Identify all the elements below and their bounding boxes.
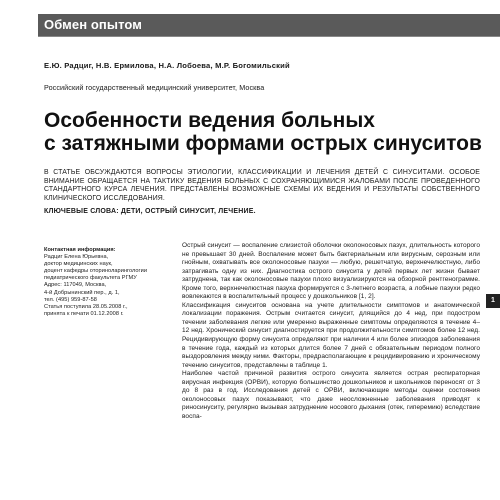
affiliation: Российский государственный медицинский университет, Москва — [44, 83, 265, 92]
authors: Е.Ю. Радциг, Н.В. Ермилова, Н.А. Лобоева, М.Р. Богомильский — [44, 61, 290, 70]
keywords: КЛЮЧЕВЫЕ СЛОВА: ДЕТИ, ОСТРЫЙ СИНУСИТ, ЛЕЧЕНИЕ. — [44, 208, 256, 215]
article-body — [182, 242, 480, 421]
contact-info — [44, 247, 174, 318]
title-line-2: с затяжными формами острых синуситов — [44, 132, 482, 155]
contact-line: доктор медицинских наук, — [44, 261, 113, 268]
contact-line: тел. (495) 959-87-58 — [44, 296, 97, 303]
contact-line: Адрес: 117049, Москва, — [44, 282, 107, 289]
section-label: Обмен опытом — [44, 17, 142, 32]
title-line-1: Особенности ведения больных — [44, 109, 375, 132]
contact-line: принята к печати 01.12.2008 г. — [44, 310, 124, 317]
page-number: 1 — [486, 294, 500, 308]
contact-line: Радциг Елена Юрьевна, — [44, 254, 109, 261]
body-paragraph: Классификация синуситов основана на учете длительности симптомов и анатомической локализации поражения. Острым считается синусит, длящийся до 4 нед, при подостром течении заболевания легкие или умеренно выраженные симптомы определяются в течение 4–12 нед. Хронический синусит диагностируется при продолжительности симптомов более 12 нед. Рецидивирующую форму синусита определяют при наличии 4 или более эпизодов заболевания в течение года, каждый из которых длится более 7 дней с обязательным периодом полного выздоровления между ними. Факторы, предрасполагающие к рецидивированию и хроническому течению синуситов, представлены в таблице 1. — [182, 301, 480, 369]
abstract: В СТАТЬЕ ОБСУЖДАЮТСЯ ВОПРОСЫ ЭТИОЛОГИИ, КЛАССИФИКАЦИИ И ЛЕЧЕНИЯ ДЕТЕЙ С СИНУСИТАМИ. ОСОБОЕ ВНИМАНИЕ ОБРАЩАЕТСЯ НА ТАКТИКУ ВЕДЕНИЯ БОЛЬНЫХ С СОХРАНЯЮЩИМИСЯ ЖАЛОБАМИ ПОСЛЕ ПРОВЕДЕННОГО СТАНДАРТНОГО КУРСА ЛЕЧЕНИЯ. ПРЕДСТАВЛЕНЫ ВОЗМОЖНЫЕ СХЕМЫ ИХ ВЕДЕНИЯ И РЕЗУЛЬТАТЫ СОБСТВЕННОГО КЛИНИЧЕСКОГО ИССЛЕДОВАНИЯ. — [44, 169, 480, 202]
contact-heading: Контактная информация: — [44, 247, 116, 253]
section-header — [38, 14, 500, 36]
body-paragraph: Острый синусит — воспаление слизистой оболочки околоносовых пазух, длительность которого не превышает 30 дней. Воспаление может быть бактериальным или вирусным, серозным или гнойным, охватывать все околоносовые пазухи — любую, решетчатую, верхнечелюстную, либо затрагивать одну из них. Диагностика острого синусита у детей первых лет жизни бывает затруднена, так как околоносовые пазухи плохо визуализируются на обзорной рентгенограмме. Кроме того, верхнечелюстная пазуха формируется с 3-летнего возраста, а лобные пазухи редко вовлекаются в воспалительный процесс у дошкольников [1, 2]. — [182, 242, 480, 301]
contact-line: Статья поступила 28.05.2008 г., — [44, 303, 128, 310]
header-divider — [38, 36, 500, 37]
body-paragraph: Наиболее частой причиной развития острого синусита является острая респираторная вирусная инфекция (ОРВИ), которую большинство дошкольников и школьников переносят от 3 до 8 раз в год. Исследования детей с ОРВИ, включающие методы оценки состояния околоносовых пазух показывают, что даже неосложненные заболевания приводят к риносинуситу, регулярно вызывая затруднение носового дыхания (отек, гиперемию) вследствие воспа- — [182, 370, 480, 420]
contact-line: 4-й Добрынинский пер., д. 1, — [44, 289, 120, 296]
article-title — [44, 109, 484, 155]
contact-line: педиатрического факультета РГМУ — [44, 275, 137, 282]
contact-line: доцент кафедры оториноларингологии — [44, 268, 147, 275]
